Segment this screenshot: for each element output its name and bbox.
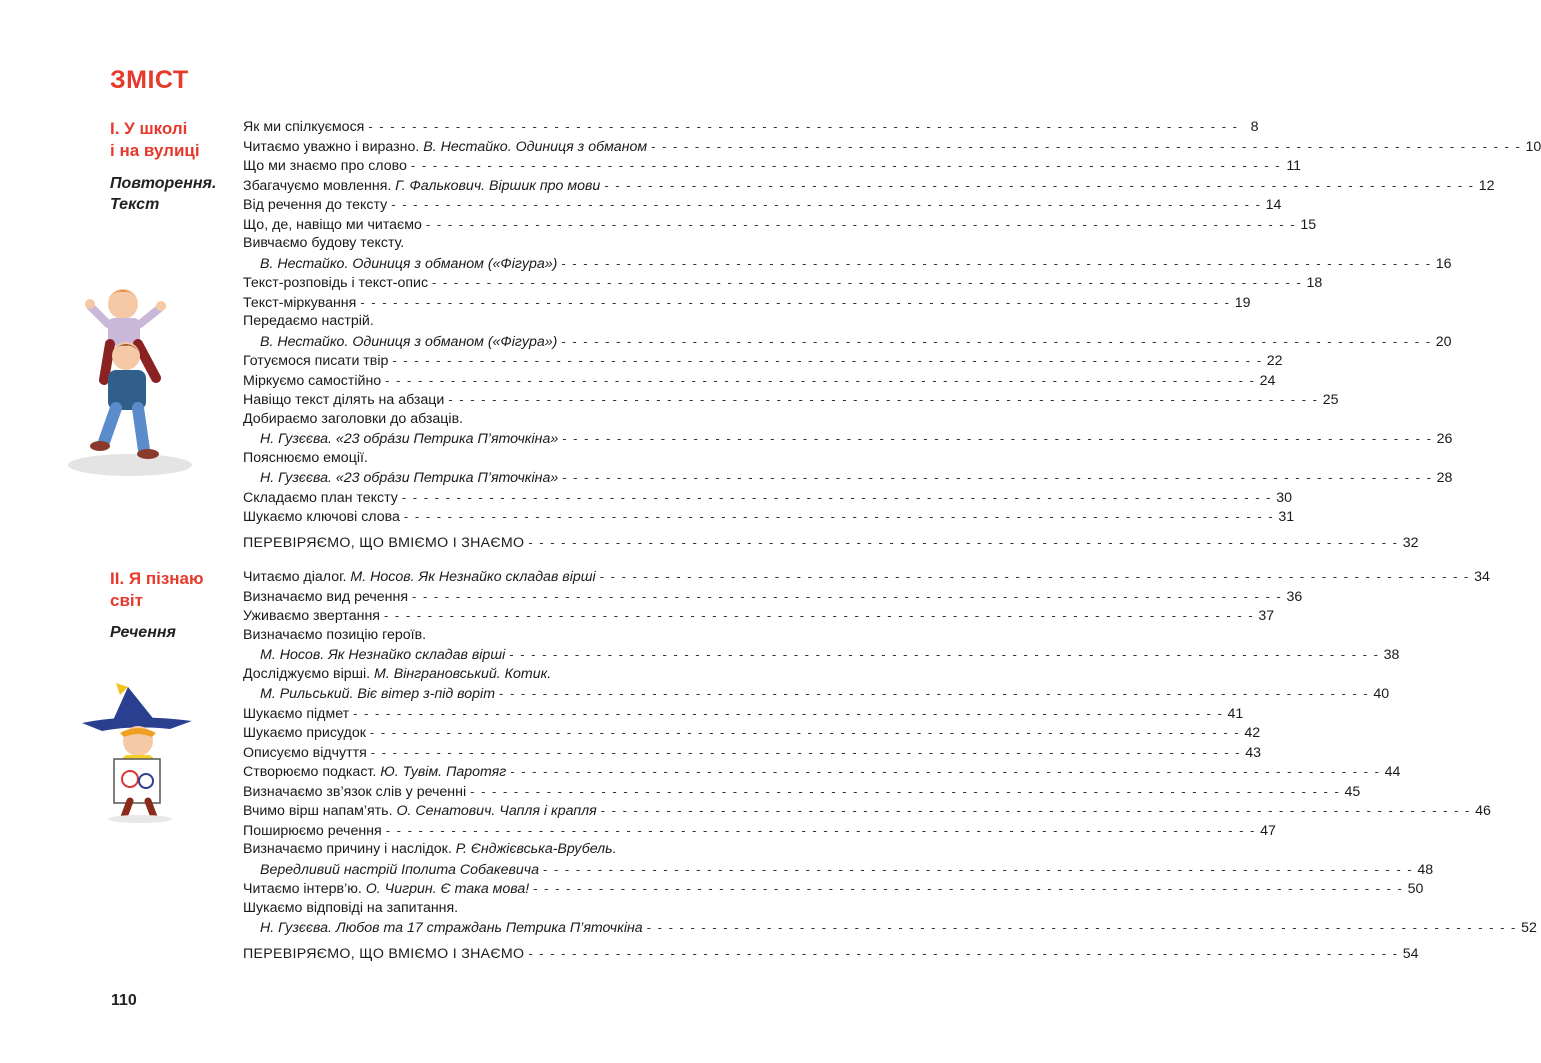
toc-entry [243,137,1541,157]
toc-list-section-2 [243,567,1537,963]
toc-entry [243,488,1293,508]
toc-entry-title [243,607,380,627]
toc-leader: - - - - - - - - - - - - - - - - - - - - - - - - - - - - - - - - - - - - - - - - - - - - - - - - - - - - - - - - - - - - - - - - - - - - - - - - - - - - - - - - [528,945,1399,961]
toc-entry [243,312,768,332]
toc-leader: - - - - - - - - - - - - - - - - - - - - - - - - - - - - - - - - - - - - - - - - - - - - - - - - - - - - - - - - - - - - - - - - - - - - - - - - - - - - - - - - [412,588,1283,604]
toc-entry-title [243,568,596,588]
toc-leader: - - - - - - - - - - - - - - - - - - - - - - - - - - - - - - - - - - - - - - - - - - - - - - - - - - - - - - - - - - - - - - - - - - - - - - - - - - - - - - - - [360,294,1231,310]
toc-entry-topic: Вчимо вірш напам’ять. [243,803,397,819]
toc-entry [243,351,1283,371]
toc-entry-topic: ПЕРЕВІРЯЄМО, ЩО ВМІЄМО І ЗНАЄМО [243,534,525,551]
toc-entry [243,507,1295,527]
toc-page-number: 36 [1286,588,1303,605]
toc-entry-title [243,588,408,608]
toc-leader: - - - - - - - - - - - - - - - - - - - - - - - - - - - - - - - - - - - - - - - - - - - - - - - - - - - - - - - - - - - - - - - - - - - - - - - - - - - - - - - - [562,470,1433,485]
toc-page-number: 12 [1478,177,1495,194]
toc-entry [243,215,1317,235]
toc-entry-work: Н. Гузєєва. «23 обрáзи Петрика П’яточкіна» [260,431,559,447]
toc-entry-topic: Готуємося писати твір [243,353,389,369]
toc-entry [243,606,1275,626]
toc-page-number: 8 [1250,119,1259,135]
toc-page-number: 30 [1276,489,1293,506]
toc-entry-title [260,333,557,353]
toc-leader: - - - - - - - - - - - - - - - - - - - - - - - - - - - - - - - - - - - - - - - - - - - - - - - - - - - - - - - - - - - - - - - - - - - - - - - - - - - - - - - - [604,177,1475,193]
toc-page-number: 26 [1436,431,1453,447]
toc-page-number: 20 [1435,333,1452,350]
toc-entry [243,273,1323,293]
toc-entry-topic: Шукаємо відповіді на запитання. [243,899,459,916]
toc-entry-title [243,177,600,197]
toc-page-number: 25 [1322,392,1339,408]
toc-entry-work: Н. Гузєєва. Любов та 17 страждань Петрика П’яточкіна [260,920,643,936]
toc-entry-topic: Збагачуємо мовлення. [243,177,396,194]
toc-leader: - - - - - - - - - - - - - - - - - - - - - - - - - - - - - - - - - - - - - - - - - - - - - - - - - - - - - - - - - - - - - - - - - - - - - - - - - - - - - - - - [369,725,1241,740]
toc-leader: - - - - - - - - - - - - - - - - - - - - - - - - - - - - - - - - - - - - - - - - - - - - - - - - - - - - - - - - - - - - - - - - - - - - - - - - - - - - - - - - [561,255,1432,271]
toc-entry-work: Вередливий настрій Іполита Собакевича [260,861,539,878]
toc-entry [243,645,1400,665]
toc-entry [243,723,1261,743]
page-number: 110 [111,992,137,1009]
toc-entry-title [243,665,551,685]
boys-illustration [60,282,200,477]
toc-leader: - - - - - - - - - - - - - - - - - - - - - - - - - - - - - - - - - - - - - - - - - - - - - - - - - - - - - - - - - - - - - - - - - - - - - - - - - - - - - - - - [543,861,1414,877]
toc-entry-topic: Що ми знаємо про слово [243,158,407,174]
toc-entry-topic: Поширюємо речення [243,822,382,839]
toc-leader: - - - - - - - - - - - - - - - - - - - - - - - - - - - - - - - - - - - - - - - - - - - - - - - - - - - - - - - - - - - - - - - - - - - - - - - - - - - - - - - - [353,705,1224,721]
section-1-subheading [110,173,216,215]
toc-leader: - - - - - - - - - - - - - - - - - - - - - - - - - - - - - - - - - - - - - - - - - - - - - - - - - - - - - - - - - - - - - - - - - - - - - - - - - - - - - - - - [561,333,1432,349]
section-2-heading [110,568,204,612]
toc-page-number: 24 [1259,372,1276,389]
toc-entry [243,254,1452,274]
toc-page-number: 42 [1244,725,1261,741]
toc-page-number: 48 [1417,861,1434,878]
toc-page-number: 38 [1383,647,1400,663]
section-2-subheading [110,622,176,643]
toc-entry-title [243,899,458,919]
toc-entry [243,293,1251,313]
toc-entry-title [243,118,364,138]
bottom-boy-jeans [104,408,144,450]
toc-entry [243,879,1424,899]
toc-page-number: 54 [1402,945,1419,962]
toc-entry [243,468,1453,488]
shoe [90,441,110,451]
toc-entry-work: М. Носов. Як Незнайко складав вірші [350,569,596,585]
toc-page-number: 52 [1521,920,1537,936]
toc-entry-topic: Визначаємо причину і наслідок. [243,841,456,857]
toc-entry-title [260,430,558,450]
toc-page-number: 16 [1435,255,1452,272]
toc-entry [243,665,768,685]
toc-entry [243,782,1361,802]
toc-entry-title [243,880,529,900]
toc-list-section-1 [243,117,1541,552]
toc-entry [243,743,1261,763]
toc-entry-topic: Шукаємо підмет [243,705,350,722]
toc-leader: - - - - - - - - - - - - - - - - - - - - - - - - - - - - - - - - - - - - - - - - - - - - - - - - - - - - - - - - - - - - - - - - - - - - - - - - - - - - - - - - [385,372,1256,388]
toc-entry-topic: Вивчаємо будову тексту. [243,235,405,251]
toc-entry-title [260,685,495,705]
ground-shadow [108,815,172,823]
bottom-boy-head [112,342,140,370]
toc-entry [243,801,1491,821]
toc-page-number: 44 [1384,764,1401,780]
toc-entry-topic: Міркуємо самостійно [243,372,382,389]
toc-entry [243,821,1276,841]
toc-entry [243,918,1537,938]
section-1-heading-line: і на вулиці [110,141,200,160]
toc-entry-title [243,724,366,744]
toc-entry-topic: Шукаємо присудок [243,725,366,741]
toc-entry-title [243,391,444,411]
toc-entry-topic: Створюємо подкаст. [243,764,381,780]
toc-entry-work: В. Нестайко. Одиниця з обманом [423,138,648,155]
toc-leader: - - - - - - - - - - - - - - - - - - - - - - - - - - - - - - - - - - - - - - - - - - - - - - - - - - - - - - - - - - - - - - - - - - - - - - - - - - - - - - - - [370,744,1241,760]
toc-entry-work: Р. Єнджієвська-Врубель. [455,841,617,857]
toc-entry [243,840,768,860]
toc-entry-topic: Читаємо уважно і виразно. [243,138,424,155]
toc-entry-title [243,157,407,177]
toc-leader: - - - - - - - - - - - - - - - - - - - - - - - - - - - - - - - - - - - - - - - - - - - - - - - - - - - - - - - - - - - - - - - - - - - - - - - - - - - - - - - - [528,534,1399,550]
toc-entry [243,626,768,646]
toc-entry-work: О. Сенатович. Чапля і крапля [396,803,597,819]
ground-shadow [68,454,192,476]
toc-entry [243,449,768,469]
toc-entry [243,684,1390,704]
toc-entry-title [243,626,426,646]
toc-page-number: 19 [1234,294,1251,311]
toc-leader: - - - - - - - - - - - - - - - - - - - - - - - - - - - - - - - - - - - - - - - - - - - - - - - - - - - - - - - - - - - - - - - - - - - - - - - - - - - - - - - - [432,275,1303,290]
toc-entry-title [243,534,524,554]
page-title: ЗМІСТ [110,66,189,94]
toc-leader: - - - - - - - - - - - - - - - - - - - - - - - - - - - - - - - - - - - - - - - - - - - - - - - - - - - - - - - - - - - - - - - - - - - - - - - - - - - - - - - - [509,647,1380,662]
toc-entry-topic: Передаємо настрій. [243,313,374,329]
toc-entry-topic: ПЕРЕВІРЯЄМО, ЩО ВМІЄМО І ЗНАЄМО [243,945,525,962]
toc-entry-title [243,294,356,314]
toc-entry [243,176,1495,196]
toc-entry-topic: Текст-міркування [243,294,357,311]
toc-leader: - - - - - - - - - - - - - - - - - - - - - - - - - - - - - - - - - - - - - - - - - - - - - - - - - - - - - - - - - - - - - - - - - - - - - - - - - - - - - - - - [510,764,1381,779]
toc-entry-topic: Уживаємо звертання [243,608,380,624]
toc-page-number: 31 [1278,509,1295,525]
toc-leader: - - - - - - - - - - - - - - - - - - - - - - - - - - - - - - - - - - - - - - - - - - - - - - - - - - - - - - - - - - - - - - - - - - - - - - - - - - - - - - - - [599,569,1470,584]
shoe [137,449,159,459]
toc-page-number: 50 [1407,881,1424,897]
toc-leader: - - - - - - - - - - - - - - - - - - - - - - - - - - - - - - - - - - - - - - - - - - - - - - - - - - - - - - - - - - - - - - - - - - - - - - - - - - - - - - - - [385,822,1256,838]
toc-entry-title [243,138,647,158]
toc-entry [243,533,1419,553]
toc-leader: - - - - - - - - - - - - - - - - - - - - - - - - - - - - - - - - - - - - - - - - - - - - - - - - - - - - - - - - - - - - - - - - - - - - - - - - - - - - - - - - [562,431,1433,446]
section-1-heading-line: І. У школі [110,119,188,138]
toc-page-number: 10 [1525,138,1541,155]
toc-entry-title [243,216,422,236]
top-boy-hand [156,301,166,311]
toc-entry-topic: Описуємо відчуття [243,744,367,761]
toc-leader: - - - - - - - - - - - - - - - - - - - - - - - - - - - - - - - - - - - - - - - - - - - - - - - - - - - - - - - - - - - - - - - - - - - - - - - - - - - - - - - - [391,197,1262,212]
toc-page-number: 46 [1475,803,1491,819]
toc-entry [243,195,1282,215]
section-2-subheading-line: Речення [110,624,176,641]
toc-entry [243,371,1276,391]
toc-leader: - - - - - - - - - - - - - - - - - - - - - - - - - - - - - - - - - - - - - - - - - - - - - - - - - - - - - - - - - - - - - - - - - - - - - - - - - - - - - - - - [651,138,1522,154]
toc-entry-title [243,196,387,216]
toc-entry [243,567,1490,587]
toc-entry-title [243,312,374,332]
toc-page-number: 32 [1402,534,1419,551]
toc-page-number: 22 [1266,353,1283,369]
toc-entry [243,944,1419,964]
neznaika-illustration [72,683,212,823]
toc-entry-work: Г. Фалькович. Віршик про мови [395,177,601,194]
toc-leader: - - - - - - - - - - - - - - - - - - - - - - - - - - - - - - - - - - - - - - - - - - - - - - - - - - - - - - - - - - - - - - - - - - - - - - - - - - - - - - - - [470,783,1341,799]
toc-leader: - - - - - - - - - - - - - - - - - - - - - - - - - - - - - - - - - - - - - - - - - - - - - - - - - - - - - - - - - - - - - - - - - - - - - - - - - - - - - - - - [448,392,1319,407]
toc-entry-work: М. Носов. Як Незнайко складав вірші [260,647,506,663]
toc-entry-work: В. Нестайко. Одиниця з обманом («Фігура») [260,333,558,350]
toc-entry [243,410,768,430]
toc-entry [243,117,1259,137]
toc-page-number: 41 [1227,705,1244,722]
toc-entry-title [243,744,367,764]
toc-entry-title [260,255,557,275]
toc-leader: - - - - - - - - - - - - - - - - - - - - - - - - - - - - - - - - - - - - - - - - - - - - - - - - - - - - - - - - - - - - - - - - - - - - - - - - - - - - - - - - [410,158,1282,173]
toc-entry-title [243,352,388,372]
toc-entry-topic: Шукаємо ключові слова [243,509,400,525]
toc-entry-title [260,646,505,666]
toc-page-number: 11 [1286,158,1302,174]
toc-page-number: 15 [1300,216,1317,233]
toc-entry [243,234,768,254]
toc-leader: - - - - - - - - - - - - - - - - - - - - - - - - - - - - - - - - - - - - - - - - - - - - - - - - - - - - - - - - - - - - - - - - - - - - - - - - - - - - - - - - [646,920,1517,935]
toc-entry-topic: Як ми спілкуємося [243,119,365,135]
hat-top [110,687,160,727]
toc-leader: - - - - - - - - - - - - - - - - - - - - - - - - - - - - - - - - - - - - - - - - - - - - - - - - - - - - - - - - - - - - - - - - - - - - - - - - - - - - - - - - [533,881,1404,896]
toc-entry-title [243,274,428,294]
toc-entry-topic: Пояснюємо емоції. [243,449,368,466]
toc-leader: - - - - - - - - - - - - - - - - - - - - - - - - - - - - - - - - - - - - - - - - - - - - - - - - - - - - - - - - - - - - - - - - - - - - - - - - - - - - - - - - [368,119,1239,134]
toc-entry-title [243,763,506,783]
toc-entry-topic: Читаємо інтерв’ю. [243,881,366,897]
toc-entry-topic: Визначаємо вид речення [243,588,409,605]
toc-entry-title [243,705,349,725]
toc-entry-title [260,861,539,881]
toc-entry-title [260,469,558,489]
toc-entry [243,332,1452,352]
toc-entry-topic: Визначаємо зв’язок слів у реченні [243,783,467,800]
toc-page-number: 43 [1245,744,1261,761]
toc-entry-title [243,410,463,430]
toc-entry-title [243,234,404,254]
toc-entry-work: М. Вінграновський. Котик. [374,665,552,682]
toc-entry-title [243,508,400,528]
toc-entry [243,704,1244,724]
toc-entry-topic: Читаємо діалог. [243,569,351,585]
toc-leader: - - - - - - - - - - - - - - - - - - - - - - - - - - - - - - - - - - - - - - - - - - - - - - - - - - - - - - - - - - - - - - - - - - - - - - - - - - - - - - - - [401,489,1273,505]
toc-entry [243,762,1401,782]
toc-page-number: 34 [1474,569,1490,585]
toc-entry-topic: Добираємо заголовки до абзаців. [243,410,464,427]
section-1-heading [110,118,200,162]
toc-page-number: 18 [1306,275,1323,291]
toc-entry [243,587,1303,607]
toc-entry [243,899,768,919]
toc-entry-work: Н. Гузєєва. «23 обрáзи Петрика П’яточкіна» [260,470,559,486]
toc-leader: - - - - - - - - - - - - - - - - - - - - - - - - - - - - - - - - - - - - - - - - - - - - - - - - - - - - - - - - - - - - - - - - - - - - - - - - - - - - - - - - [425,216,1297,232]
toc-entry [243,156,1302,176]
toc-entry-title [243,822,382,842]
toc-entry-title [260,919,643,939]
section-2-heading-line: світ [110,591,143,610]
toc-entry-title [243,945,524,965]
toc-entry-title [243,449,368,469]
toc-page-number: 28 [1436,470,1453,486]
toc-entry-title [243,489,398,509]
toc-entry-topic: Складаємо план тексту [243,489,398,506]
toc-page-number: 45 [1344,783,1361,800]
toc-page-number: 37 [1258,608,1275,624]
toc-leader: - - - - - - - - - - - - - - - - - - - - - - - - - - - - - - - - - - - - - - - - - - - - - - - - - - - - - - - - - - - - - - - - - - - - - - - - - - - - - - - - [392,353,1263,368]
toc-entry-topic: Що, де, навіщо ми читаємо [243,216,422,233]
toc-entry-topic: Навіщо текст ділять на абзаци [243,392,445,408]
toc-entry-title [243,783,466,803]
toc-entry-topic: Досліджуємо вірші. [243,665,375,682]
toc-leader: - - - - - - - - - - - - - - - - - - - - - - - - - - - - - - - - - - - - - - - - - - - - - - - - - - - - - - - - - - - - - - - - - - - - - - - - - - - - - - - - [499,686,1370,701]
toc-page-number: 14 [1265,197,1282,213]
top-boy-head [108,289,138,319]
toc-page-number: 47 [1260,822,1276,839]
toc-page-number: 40 [1373,686,1390,702]
toc-leader: - - - - - - - - - - - - - - - - - - - - - - - - - - - - - - - - - - - - - - - - - - - - - - - - - - - - - - - - - - - - - - - - - - - - - - - - - - - - - - - - [600,803,1471,818]
section-2-heading-line: ІІ. Я пізнаю [110,569,204,588]
section-1-subheading-line: Повторення. [110,175,217,192]
toc-leader: - - - - - - - - - - - - - - - - - - - - - - - - - - - - - - - - - - - - - - - - - - - - - - - - - - - - - - - - - - - - - - - - - - - - - - - - - - - - - - - - [403,509,1275,524]
toc-leader: - - - - - - - - - - - - - - - - - - - - - - - - - - - - - - - - - - - - - - - - - - - - - - - - - - - - - - - - - - - - - - - - - - - - - - - - - - - - - - - - [383,608,1255,623]
toc-entry-work: В. Нестайко. Одиниця з обманом («Фігура») [260,255,558,272]
toc-entry-work: М. Рильський. Віє вітер з-під воріт [260,686,496,702]
top-boy-hand [85,299,95,309]
toc-entry-topic: Текст-розповідь і текст-опис [243,275,429,291]
toc-entry-topic: Визначаємо позицію героїв. [243,626,427,643]
toc-entry-topic: Від речення до тексту [243,197,388,213]
toc-entry [243,860,1434,880]
toc-entry-title [243,372,381,392]
toc-entry-title [243,802,597,822]
toc-entry [243,390,1339,410]
toc-entry-title [243,840,617,860]
toc-entry-work: О. Чигрин. Є така мова! [365,881,530,897]
toc-entry [243,429,1453,449]
section-1-subheading-line: Текст [110,196,160,213]
toc-entry-work: Ю. Тувім. Паротяг [380,764,507,780]
